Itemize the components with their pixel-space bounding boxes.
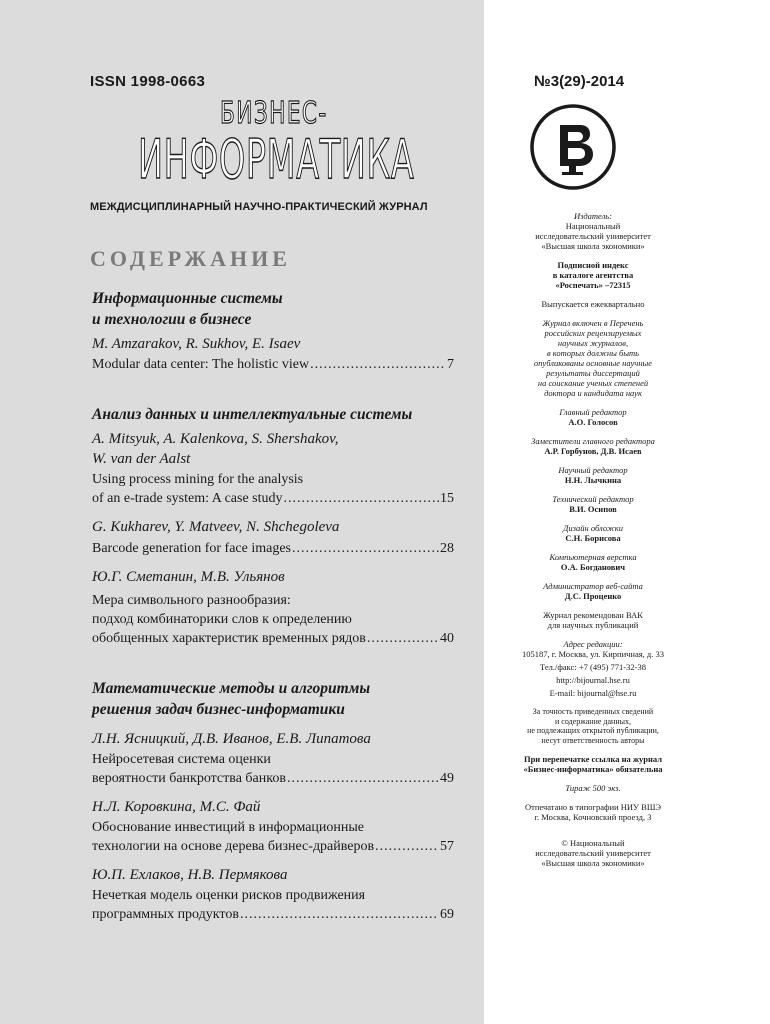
table-of-contents bbox=[92, 288, 454, 924]
title-text: of an e-trade system: A case study bbox=[92, 491, 283, 506]
authors-line: Л.Н. Ясницкий, Д.В. Иванов, Е.В. Липатова bbox=[92, 731, 371, 747]
title-text: Using process mining for the analysis bbox=[92, 472, 304, 487]
toc-heading: СОДЕРЖАНИЕ bbox=[90, 246, 291, 271]
role-label: Технический редактор bbox=[552, 494, 634, 504]
disclaimer-line: несут ответственность авторы bbox=[541, 735, 645, 745]
title-text: Нечеткая модель оценки рисков продвижения bbox=[92, 888, 366, 903]
copyright-line: «Высшая школа экономики» bbox=[541, 858, 645, 868]
person-name: А.Р. Горбунов, Д.В. Исаев bbox=[544, 446, 642, 456]
publisher-line: Национальный bbox=[565, 221, 621, 231]
subscription-line: «Роспечать» –72315 bbox=[555, 280, 631, 290]
section-title-line: решения задач бизнес-информатики bbox=[92, 701, 345, 718]
leader-dots bbox=[367, 629, 439, 648]
disclaimer-line: За точность приведенных сведений bbox=[532, 707, 654, 716]
person-name: В.И. Осипов bbox=[569, 504, 617, 514]
vak-recommendation bbox=[490, 610, 696, 630]
logo-line-2: ИНФОРМАТИКА bbox=[138, 128, 415, 191]
issue-number: №3(29)-2014 bbox=[534, 73, 625, 90]
leader-dots bbox=[240, 905, 439, 924]
sci-editor-block bbox=[490, 465, 696, 485]
page-number: 28 bbox=[440, 541, 454, 556]
article-title[interactable] bbox=[92, 591, 454, 648]
printer-line: Отпечатано в типографии НИУ ВШЭ bbox=[524, 802, 662, 812]
authors-line: W. van der Aalst bbox=[92, 451, 191, 467]
frequency-text: Выпускается ежеквартально bbox=[541, 299, 645, 309]
layout-block bbox=[490, 552, 696, 572]
authors-line: G. Kukharev, Y. Matveev, N. Shchegoleva bbox=[92, 519, 340, 535]
title-text: Мера символьного разнообразия: bbox=[92, 593, 291, 608]
section-title-line: Анализ данных и интеллектуальные системы bbox=[92, 406, 413, 423]
authors-line: Ю.Г. Сметанин, М.В. Ульянов bbox=[92, 569, 285, 585]
title-text: Обоснование инвестиций в информационные bbox=[92, 820, 365, 835]
article-title: Modular data center: The holistic view bbox=[92, 357, 310, 372]
reprint-line: «Бизнес-информатика» обязательна bbox=[523, 764, 663, 774]
article-title[interactable] bbox=[92, 886, 454, 924]
toc-entry-line bbox=[92, 629, 454, 648]
toc-entry-line[interactable] bbox=[92, 539, 454, 558]
reprint-notice bbox=[490, 754, 696, 774]
title-text: обобщенных характеристик временных рядов bbox=[92, 631, 366, 646]
phone-text: Тел./факс: +7 (495) 771-32-38 bbox=[540, 662, 646, 672]
authors-line: M. Amzarakov, R. Sukhov, E. Isaev bbox=[92, 336, 301, 352]
hse-logo-icon bbox=[529, 103, 617, 191]
role-label: Администратор веб-сайта bbox=[543, 581, 643, 591]
journal-logo bbox=[90, 96, 460, 191]
role-label: Заместители главного редактора bbox=[531, 436, 655, 446]
copyright-line: исследовательский университет bbox=[535, 848, 651, 858]
title-text: Нейросетевая система оценки bbox=[92, 752, 271, 767]
subscription-line: в каталоге агентства bbox=[552, 270, 634, 280]
tech-editor-block bbox=[490, 494, 696, 514]
authors-line: Ю.П. Ехлаков, Н.В. Пермякова bbox=[92, 867, 288, 883]
toc-entry-line bbox=[92, 905, 454, 924]
chief-editor-block bbox=[490, 407, 696, 427]
disclaimer-block bbox=[490, 707, 696, 745]
page-number: 49 bbox=[440, 771, 454, 786]
article-title[interactable] bbox=[92, 470, 454, 508]
role-label: Главный редактор bbox=[559, 407, 627, 417]
vak-line: доктора и кандидата наук bbox=[544, 388, 642, 398]
article-authors bbox=[92, 865, 454, 885]
vak-line: результаты диссертаций bbox=[546, 368, 640, 378]
toc-entry-line bbox=[92, 489, 454, 508]
toc-section bbox=[92, 404, 454, 648]
page-number: 57 bbox=[440, 839, 454, 854]
section-title-line: Информационные системы bbox=[92, 290, 283, 307]
publisher-block bbox=[490, 211, 696, 251]
page-number: 7 bbox=[447, 357, 454, 372]
authors-line: Н.Л. Коровкина, М.С. Фай bbox=[92, 799, 261, 815]
title-text: программных продуктов bbox=[92, 907, 239, 922]
page-number: 15 bbox=[440, 491, 454, 506]
printer-line: г. Москва, Кочновский проезд, 3 bbox=[534, 812, 652, 822]
title-text: подход комбинаторики слов к определению bbox=[92, 612, 352, 627]
article-title-line bbox=[92, 886, 454, 905]
toc-section bbox=[92, 678, 454, 924]
title-text: вероятности банкротства банков bbox=[92, 771, 286, 786]
section-title bbox=[92, 288, 454, 330]
article-title[interactable] bbox=[92, 750, 454, 788]
leader-dots bbox=[287, 769, 439, 788]
leader-dots bbox=[375, 837, 439, 856]
address-text: 105187, г. Москва, ул. Кирпичная, д. 33 bbox=[522, 649, 664, 659]
publisher-line: исследовательский университет bbox=[535, 231, 651, 241]
person-name: О.А. Богданович bbox=[560, 562, 626, 572]
page-number: 69 bbox=[440, 907, 454, 922]
article-title: Barcode generation for face images bbox=[92, 541, 292, 556]
publisher-label: Издатель: bbox=[574, 211, 612, 221]
printer-block bbox=[490, 802, 696, 822]
article-authors bbox=[92, 517, 454, 537]
reprint-line: При перепечатке ссылка на журнал bbox=[523, 754, 663, 764]
role-label: Дизайн обложки bbox=[563, 523, 623, 533]
article-authors bbox=[92, 567, 454, 587]
leader-dots bbox=[284, 489, 439, 508]
copyright-line: © Национальный bbox=[561, 838, 625, 848]
authors-line: A. Mitsyuk, A. Kalenkova, S. Shershakov, bbox=[92, 431, 339, 447]
title-text: технологии на основе дерева бизнес-драйверов bbox=[92, 839, 375, 854]
article-authors bbox=[92, 729, 454, 749]
article-authors bbox=[92, 797, 454, 817]
person-name: А.О. Голосов bbox=[568, 417, 618, 427]
page-number: 40 bbox=[440, 631, 454, 646]
address-block bbox=[490, 639, 696, 698]
copyright-block bbox=[490, 838, 696, 868]
person-name: Н.Н. Лычкина bbox=[564, 475, 622, 485]
role-label: Компьютерная верстка bbox=[549, 552, 637, 562]
article-title-line bbox=[92, 818, 454, 837]
print-run: Тираж 500 экз. bbox=[565, 783, 621, 793]
section-title-line: Математические методы и алгоритмы bbox=[92, 680, 371, 697]
journal-subtitle: МЕЖДИСЦИПЛИНАРНЫЙ НАУЧНО-ПРАКТИЧЕСКИЙ ЖУРНАЛ bbox=[90, 201, 428, 213]
vak-rec-line: для научных публикаций bbox=[547, 620, 639, 630]
article-title-line bbox=[92, 750, 454, 769]
vak-line: российских рецензируемых bbox=[544, 328, 642, 338]
role-label: Научный редактор bbox=[558, 465, 628, 475]
web-admin-block bbox=[490, 581, 696, 601]
vak-line: научных журналов, bbox=[557, 338, 629, 348]
article-title[interactable] bbox=[92, 818, 454, 856]
logo-line-1: БИЗНЕС- bbox=[220, 96, 328, 131]
leader-dots bbox=[292, 539, 439, 558]
toc-entry-line bbox=[92, 769, 454, 788]
subscription-block bbox=[490, 260, 696, 290]
section-title-line: и технологии в бизнесе bbox=[92, 311, 252, 328]
vak-line: на соискание ученых степеней bbox=[537, 378, 649, 388]
person-name: С.Н. Борисова bbox=[565, 533, 621, 543]
vak-rec-line: Журнал рекомендован ВАК bbox=[543, 610, 643, 620]
publisher-line: «Высшая школа экономики» bbox=[541, 241, 645, 251]
deputy-editor-block bbox=[490, 436, 696, 456]
cover-design-block bbox=[490, 523, 696, 543]
issn-number: ISSN 1998-0663 bbox=[90, 73, 206, 90]
vak-line: в которых должны быть bbox=[546, 348, 640, 358]
leader-dots bbox=[310, 355, 446, 374]
section-title bbox=[92, 678, 454, 720]
section-title bbox=[92, 404, 454, 425]
vak-list-block bbox=[490, 318, 696, 398]
disclaimer-line: не подлежащих открытой публикации, bbox=[527, 726, 659, 735]
toc-entry-line bbox=[92, 837, 454, 856]
article-authors bbox=[92, 429, 454, 469]
subscription-line: Подписной индекс bbox=[557, 260, 629, 270]
email-link[interactable]: E-mail: bijournal@hse.ru bbox=[549, 688, 637, 698]
article-title-line bbox=[92, 610, 454, 629]
vak-line: опубликованы основные научные bbox=[533, 358, 653, 368]
vak-line: Журнал включен в Перечень bbox=[542, 318, 644, 328]
disclaimer-line: и содержание данных, bbox=[555, 716, 631, 726]
person-name: Д.С. Проценко bbox=[564, 591, 622, 601]
imprint-column bbox=[490, 211, 696, 877]
toc-section bbox=[92, 288, 454, 374]
article-title-line bbox=[92, 591, 454, 610]
address-label: Адрес редакции: bbox=[563, 639, 623, 649]
article-authors bbox=[92, 334, 454, 354]
website-link[interactable]: http://bijournal.hse.ru bbox=[556, 675, 630, 685]
toc-entry-line[interactable] bbox=[92, 355, 454, 374]
article-title-line bbox=[92, 470, 454, 489]
